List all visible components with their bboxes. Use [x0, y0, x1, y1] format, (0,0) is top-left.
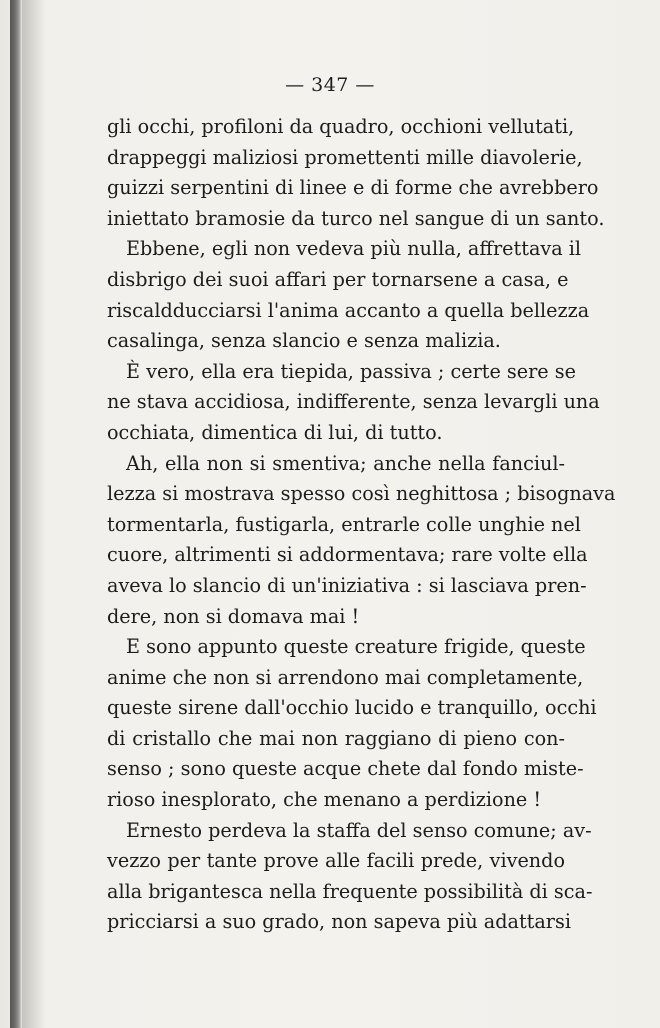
text-line: gli occhi, profiloni da quadro, occhioni vellutati, [107, 115, 575, 138]
text-line: rioso inesplorato, che menano a perdizione ! [107, 788, 542, 812]
text-line: Ebbene, egli non vedeva più nulla, affrettava il [126, 237, 582, 261]
gutter-shadow [22, 0, 46, 1028]
text-line: aveva lo slancio di un'iniziativa : si lasciava pren- [107, 573, 587, 597]
text-line: vezzo per tante prove alle facili prede, vivendo [107, 849, 565, 873]
text-line: Ah, ella non si smentiva; anche nella fanciul- [126, 451, 565, 475]
text-line: senso ; sono queste acque chete dal fondo miste- [107, 757, 584, 781]
text-line: E sono appunto queste creature frigide, queste [126, 635, 586, 659]
text-line: drappeggi maliziosi promettenti mille diavolerie, [107, 145, 583, 169]
text-line: tormentarla, fustigarla, entrarle colle unghie nel [107, 512, 581, 536]
text-line: anime che non si arrendono mai completamente, [107, 665, 584, 689]
text-line: Ernesto perdeva la staffa del senso comune; av- [126, 818, 592, 842]
body-text [107, 112, 616, 938]
text-line: cuore, altrimenti si addormentava; rare volte ella [107, 543, 588, 567]
text-line: disbrigo dei suoi affari per tornarsene a casa, e [107, 267, 569, 291]
book-binding-edge [10, 0, 22, 1028]
text-line: dere, non si domava mai ! [107, 604, 360, 628]
text-line: iniettato bramosie da turco nel sangue di un santo. [107, 206, 605, 230]
text-line: queste sirene dall'occhio lucido e tranquillo, occhi [107, 696, 597, 720]
text-line: occhiata, dimentica di lui, di tutto. [107, 420, 443, 444]
text-line: di cristallo che mai non raggiano di pieno con- [107, 726, 565, 750]
text-line: alla brigantesca nella frequente possibilità di sca- [107, 879, 593, 903]
text-line: È vero, ella era tiepida, passiva ; certe sere se [126, 359, 576, 383]
page-number: — 347 — [285, 74, 375, 96]
text-line: riscaldducciarsi l'anima accanto a quella bellezza [107, 298, 590, 322]
text-line: lezza si mostrava spesso così neghittosa ; bisognava [107, 482, 616, 506]
text-line: pricciarsi a suo grado, non sapeva più adattarsi [107, 910, 571, 934]
text-line: casalinga, senza slancio e senza malizia. [107, 329, 501, 353]
text-line: guizzi serpentini di linee e di forme che avrebbero [107, 176, 599, 200]
text-line: ne stava accidiosa, indifferente, senza levargli una [107, 390, 600, 414]
